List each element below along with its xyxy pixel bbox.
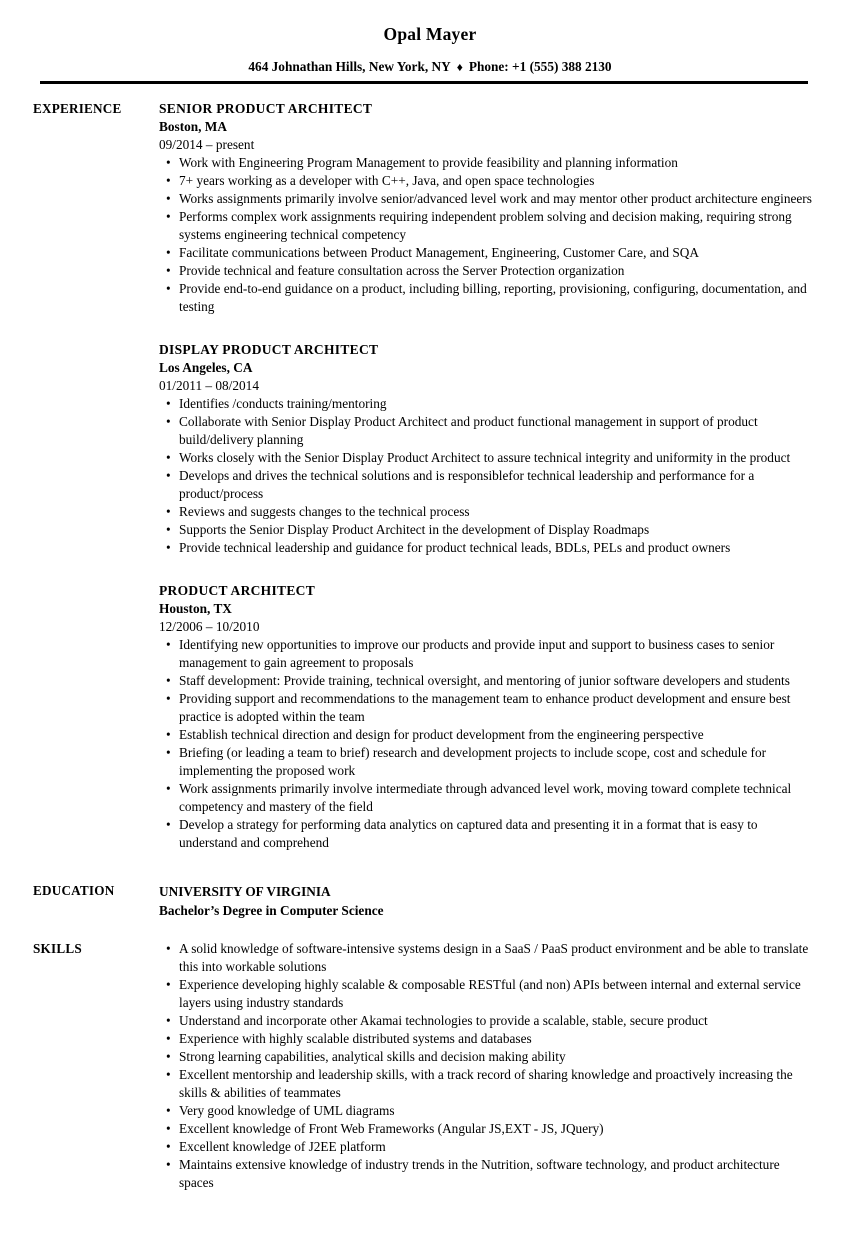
job-bullet: • Work with Engineering Program Management to provide feasibility and planning information xyxy=(159,154,814,172)
skill-bullet: • Excellent mentorship and leadership skills, with a track record of sharing knowledge and proactively increasing the skills & abilities of teammates xyxy=(159,1066,814,1102)
job-bullet: • Facilitate communications between Product Management, Engineering, Customer Care, and SQA xyxy=(159,244,814,262)
job-bullet: • Works assignments primarily involve senior/advanced level work and may mentor other product architecture engineers xyxy=(159,190,814,208)
skill-bullet: • Very good knowledge of UML diagrams xyxy=(159,1102,814,1120)
phone-text: Phone: +1 (555) 388 2130 xyxy=(468,59,612,74)
diamond-icon: ♦ xyxy=(456,60,463,74)
skill-bullet: • Maintains extensive knowledge of industry trends in the Nutrition, software technology, and product architecture spaces xyxy=(159,1156,814,1192)
job-title: PRODUCT ARCHITECT xyxy=(159,582,315,598)
job-location: Boston, MA xyxy=(159,118,227,134)
job-bullet: • Reviews and suggests changes to the technical process xyxy=(159,503,814,521)
job-dates: 09/2014 – present xyxy=(159,136,255,152)
job-title: DISPLAY PRODUCT ARCHITECT xyxy=(159,341,379,357)
address-text: 464 Johnathan Hills, New York, NY xyxy=(248,59,451,74)
skill-bullet: • Excellent knowledge of Front Web Frameworks (Angular JS,EXT - JS, JQuery) xyxy=(159,1120,814,1138)
education-content xyxy=(159,882,860,920)
job-bullet: • Work assignments primarily involve intermediate through advanced level work, moving toward complete technical competency and mastery of the field xyxy=(159,780,814,816)
resume-header xyxy=(0,23,860,84)
education-degree: Bachelor’s Degree in Computer Science xyxy=(159,902,384,918)
section-label-skills: SKILLS xyxy=(33,940,82,956)
job-location: Los Angeles, CA xyxy=(159,359,253,375)
job-bullet-list xyxy=(159,154,814,316)
skill-bullet: • Experience developing highly scalable & composable RESTful (and non) APIs between internal and external service layers using industry standards xyxy=(159,976,814,1012)
job-bullet: • Provide technical leadership and guidance for product technical leads, BDLs, PELs and product owners xyxy=(159,539,814,557)
skill-bullet: • Strong learning capabilities, analytical skills and decision making ability xyxy=(159,1048,814,1066)
job-location: Houston, TX xyxy=(159,600,232,616)
job-bullet: • Briefing (or leading a team to brief) research and development projects to include scope, cost and schedule for implementing the proposed work xyxy=(159,744,814,780)
job-bullet: • Identifies /conducts training/mentoring xyxy=(159,395,814,413)
skill-bullet: • Experience with highly scalable distributed systems and databases xyxy=(159,1030,814,1048)
job-bullet: • Develops and drives the technical solutions and is responsiblefor technical leadership and performance for a product/process xyxy=(159,467,814,503)
job-bullet: • Provide end-to-end guidance on a product, including billing, reporting, provisioning, configuring, documentation, and testing xyxy=(159,280,814,316)
job-bullet: • Establish technical direction and design for product development from the engineering perspective xyxy=(159,726,814,744)
job-bullet-list xyxy=(159,395,814,557)
job-bullet: • Identifying new opportunities to improve our products and provide input and support to business cases to senior management to gain agreement to proposals xyxy=(159,636,814,672)
job-dates: 01/2011 – 08/2014 xyxy=(159,377,259,393)
job-bullet: • Collaborate with Senior Display Product Architect and product functional management in support of product build/delivery planning xyxy=(159,413,814,449)
job-bullet: • Providing support and recommendations to the management team to enhance product development and ensure best practice is adopted within the team xyxy=(159,690,814,726)
experience-content xyxy=(159,100,860,852)
job-bullet: • Provide technical and feature consultation across the Server Protection organization xyxy=(159,262,814,280)
job-bullet: • Supports the Senior Display Product Architect in the development of Display Roadmaps xyxy=(159,521,814,539)
section-education xyxy=(0,882,860,920)
job-bullet: • 7+ years working as a developer with C++, Java, and open space technologies xyxy=(159,172,814,190)
page-title: Opal Mayer xyxy=(383,24,477,44)
contact-line xyxy=(0,58,860,76)
skills-bullet-list xyxy=(159,940,814,1192)
job-bullet: • Staff development: Provide training, technical oversight, and mentoring of junior software developers and students xyxy=(159,672,814,690)
job-bullet: • Develop a strategy for performing data analytics on captured data and presenting it in a format that is easy to understand and comprehend xyxy=(159,816,814,852)
section-label-education: EDUCATION xyxy=(33,882,115,898)
job-bullet: • Performs complex work assignments requiring independent problem solving and decision making, requiring strong systems engineering technical competency xyxy=(159,208,814,244)
job-dates: 12/2006 – 10/2010 xyxy=(159,618,260,634)
skill-bullet: • Understand and incorporate other Akamai technologies to provide a scalable, stable, secure product xyxy=(159,1012,814,1030)
job-entry-product-architect xyxy=(159,582,814,852)
skill-bullet: • A solid knowledge of software-intensive systems design in a SaaS / PaaS product environment and be able to translate this into workable solutions xyxy=(159,940,814,976)
job-bullet: • Works closely with the Senior Display Product Architect to assure technical integrity and uniformity in the product xyxy=(159,449,814,467)
skills-content xyxy=(159,940,860,1192)
section-experience xyxy=(0,100,860,852)
job-title: SENIOR PRODUCT ARCHITECT xyxy=(159,100,373,116)
education-school: UNIVERSITY OF VIRGINIA xyxy=(159,883,331,899)
skill-bullet: • Excellent knowledge of J2EE platform xyxy=(159,1138,814,1156)
job-bullet-list xyxy=(159,636,814,852)
header-rule xyxy=(40,81,808,84)
section-label-experience: EXPERIENCE xyxy=(33,100,122,116)
job-entry-display-product-architect xyxy=(159,341,814,557)
section-skills xyxy=(0,940,860,1192)
job-entry-senior-product-architect xyxy=(159,100,814,316)
